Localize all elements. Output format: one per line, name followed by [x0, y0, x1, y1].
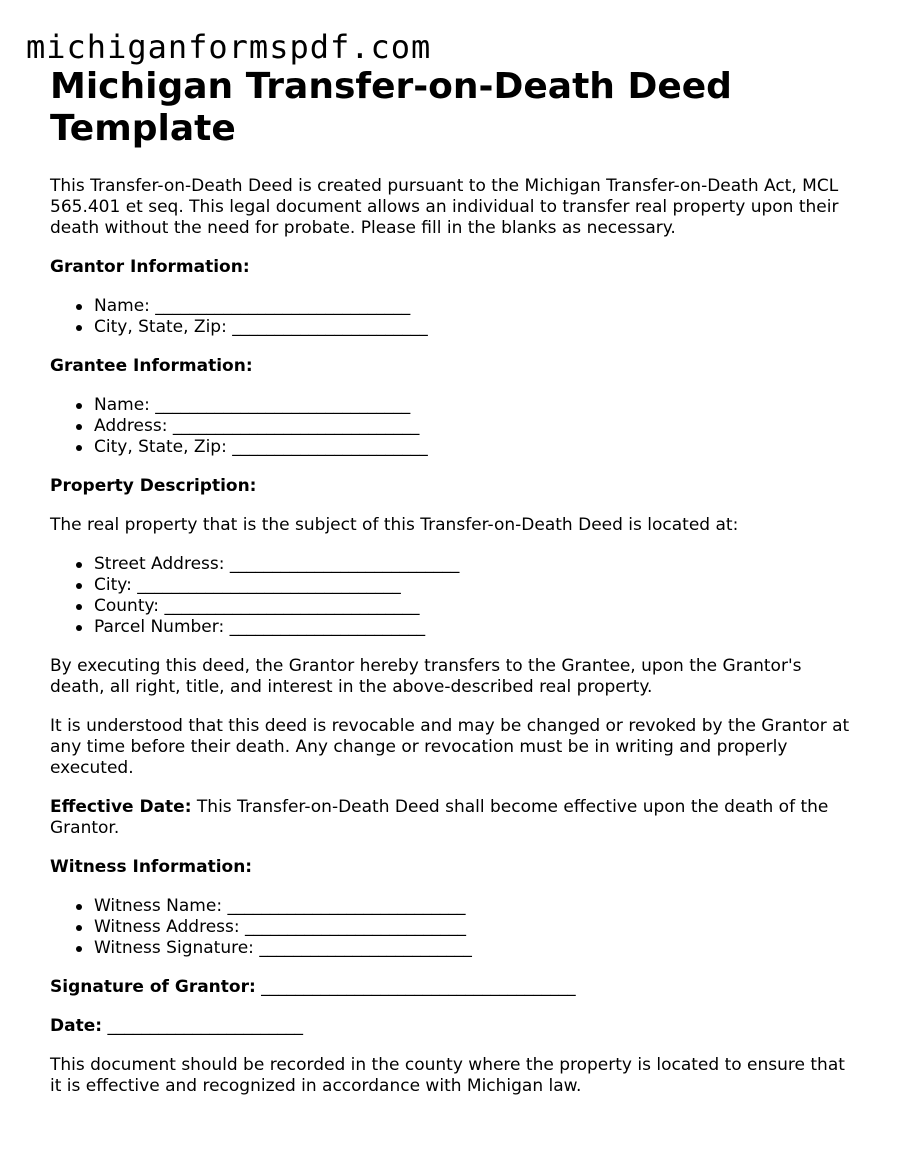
- document-body: [50, 66, 850, 1115]
- property-city-field[interactable]: City: _______________________________: [94, 575, 850, 596]
- closing-paragraph: This document should be recorded in the county where the property is located to ensure that it is effective and recognized in accordance with Michigan law.: [50, 1055, 845, 1096]
- document-title: Michigan Transfer-on-Death Deed Template: [50, 66, 732, 149]
- date-line[interactable]: [50, 1016, 850, 1037]
- grantee-city-state-zip-field[interactable]: City, State, Zip: _______________________: [94, 437, 850, 458]
- grantee-heading: Grantee Information:: [50, 356, 253, 376]
- grantee-name-field[interactable]: Name: ______________________________: [94, 395, 850, 416]
- grantor-signature-blank[interactable]: _____________________________________: [255, 977, 576, 997]
- date-label: Date:: [50, 1016, 103, 1036]
- effective-date-text: This Transfer-on-Death Deed shall become effective upon the death of the Grantor.: [50, 797, 829, 838]
- grantor-signature-label: Signature of Grantor:: [50, 977, 256, 997]
- grantee-address-field[interactable]: Address: _____________________________: [94, 416, 850, 437]
- site-watermark: michiganformspdf.com: [26, 28, 432, 66]
- date-blank[interactable]: _______________________: [102, 1016, 303, 1036]
- revocable-paragraph: It is understood that this deed is revocable and may be changed or revoked by the Grantor at any time before their death. Any change or revocation must be in writing and properly executed.: [50, 716, 850, 778]
- intro-paragraph: This Transfer-on-Death Deed is created pursuant to the Michigan Transfer-on-Death Act, MCL 565.401 et seq. This legal document allows an individual to transfer real property upon their death without the need for probate. Please fill in the blanks as necessary.: [50, 176, 839, 238]
- effective-date-label: Effective Date:: [50, 797, 192, 817]
- witness-heading: Witness Information:: [50, 857, 253, 877]
- property-heading: Property Description:: [50, 476, 257, 496]
- grantor-heading: Grantor Information:: [50, 257, 250, 277]
- property-parcel-number-field[interactable]: Parcel Number: _______________________: [94, 617, 850, 638]
- witness-address-field[interactable]: Witness Address: __________________________: [94, 917, 850, 938]
- property-intro: The real property that is the subject of this Transfer-on-Death Deed is located at:: [50, 515, 739, 535]
- grantor-name-field[interactable]: Name: ______________________________: [94, 296, 850, 317]
- grantor-list: [50, 296, 850, 338]
- grantor-signature-line[interactable]: [50, 977, 850, 998]
- property-street-address-field[interactable]: Street Address: ___________________________: [94, 554, 850, 575]
- effective-date-paragraph: [50, 797, 850, 839]
- grantee-list: [50, 395, 850, 458]
- property-county-field[interactable]: County: ______________________________: [94, 596, 850, 617]
- property-list: [50, 554, 850, 638]
- witness-list: [50, 896, 850, 959]
- witness-signature-field[interactable]: Witness Signature: _________________________: [94, 938, 850, 959]
- grantor-city-state-zip-field[interactable]: City, State, Zip: _______________________: [94, 317, 850, 338]
- transfer-paragraph: By executing this deed, the Grantor hereby transfers to the Grantee, upon the Grantor's death, all right, title, and interest in the above-described real property.: [50, 656, 802, 697]
- witness-name-field[interactable]: Witness Name: ____________________________: [94, 896, 850, 917]
